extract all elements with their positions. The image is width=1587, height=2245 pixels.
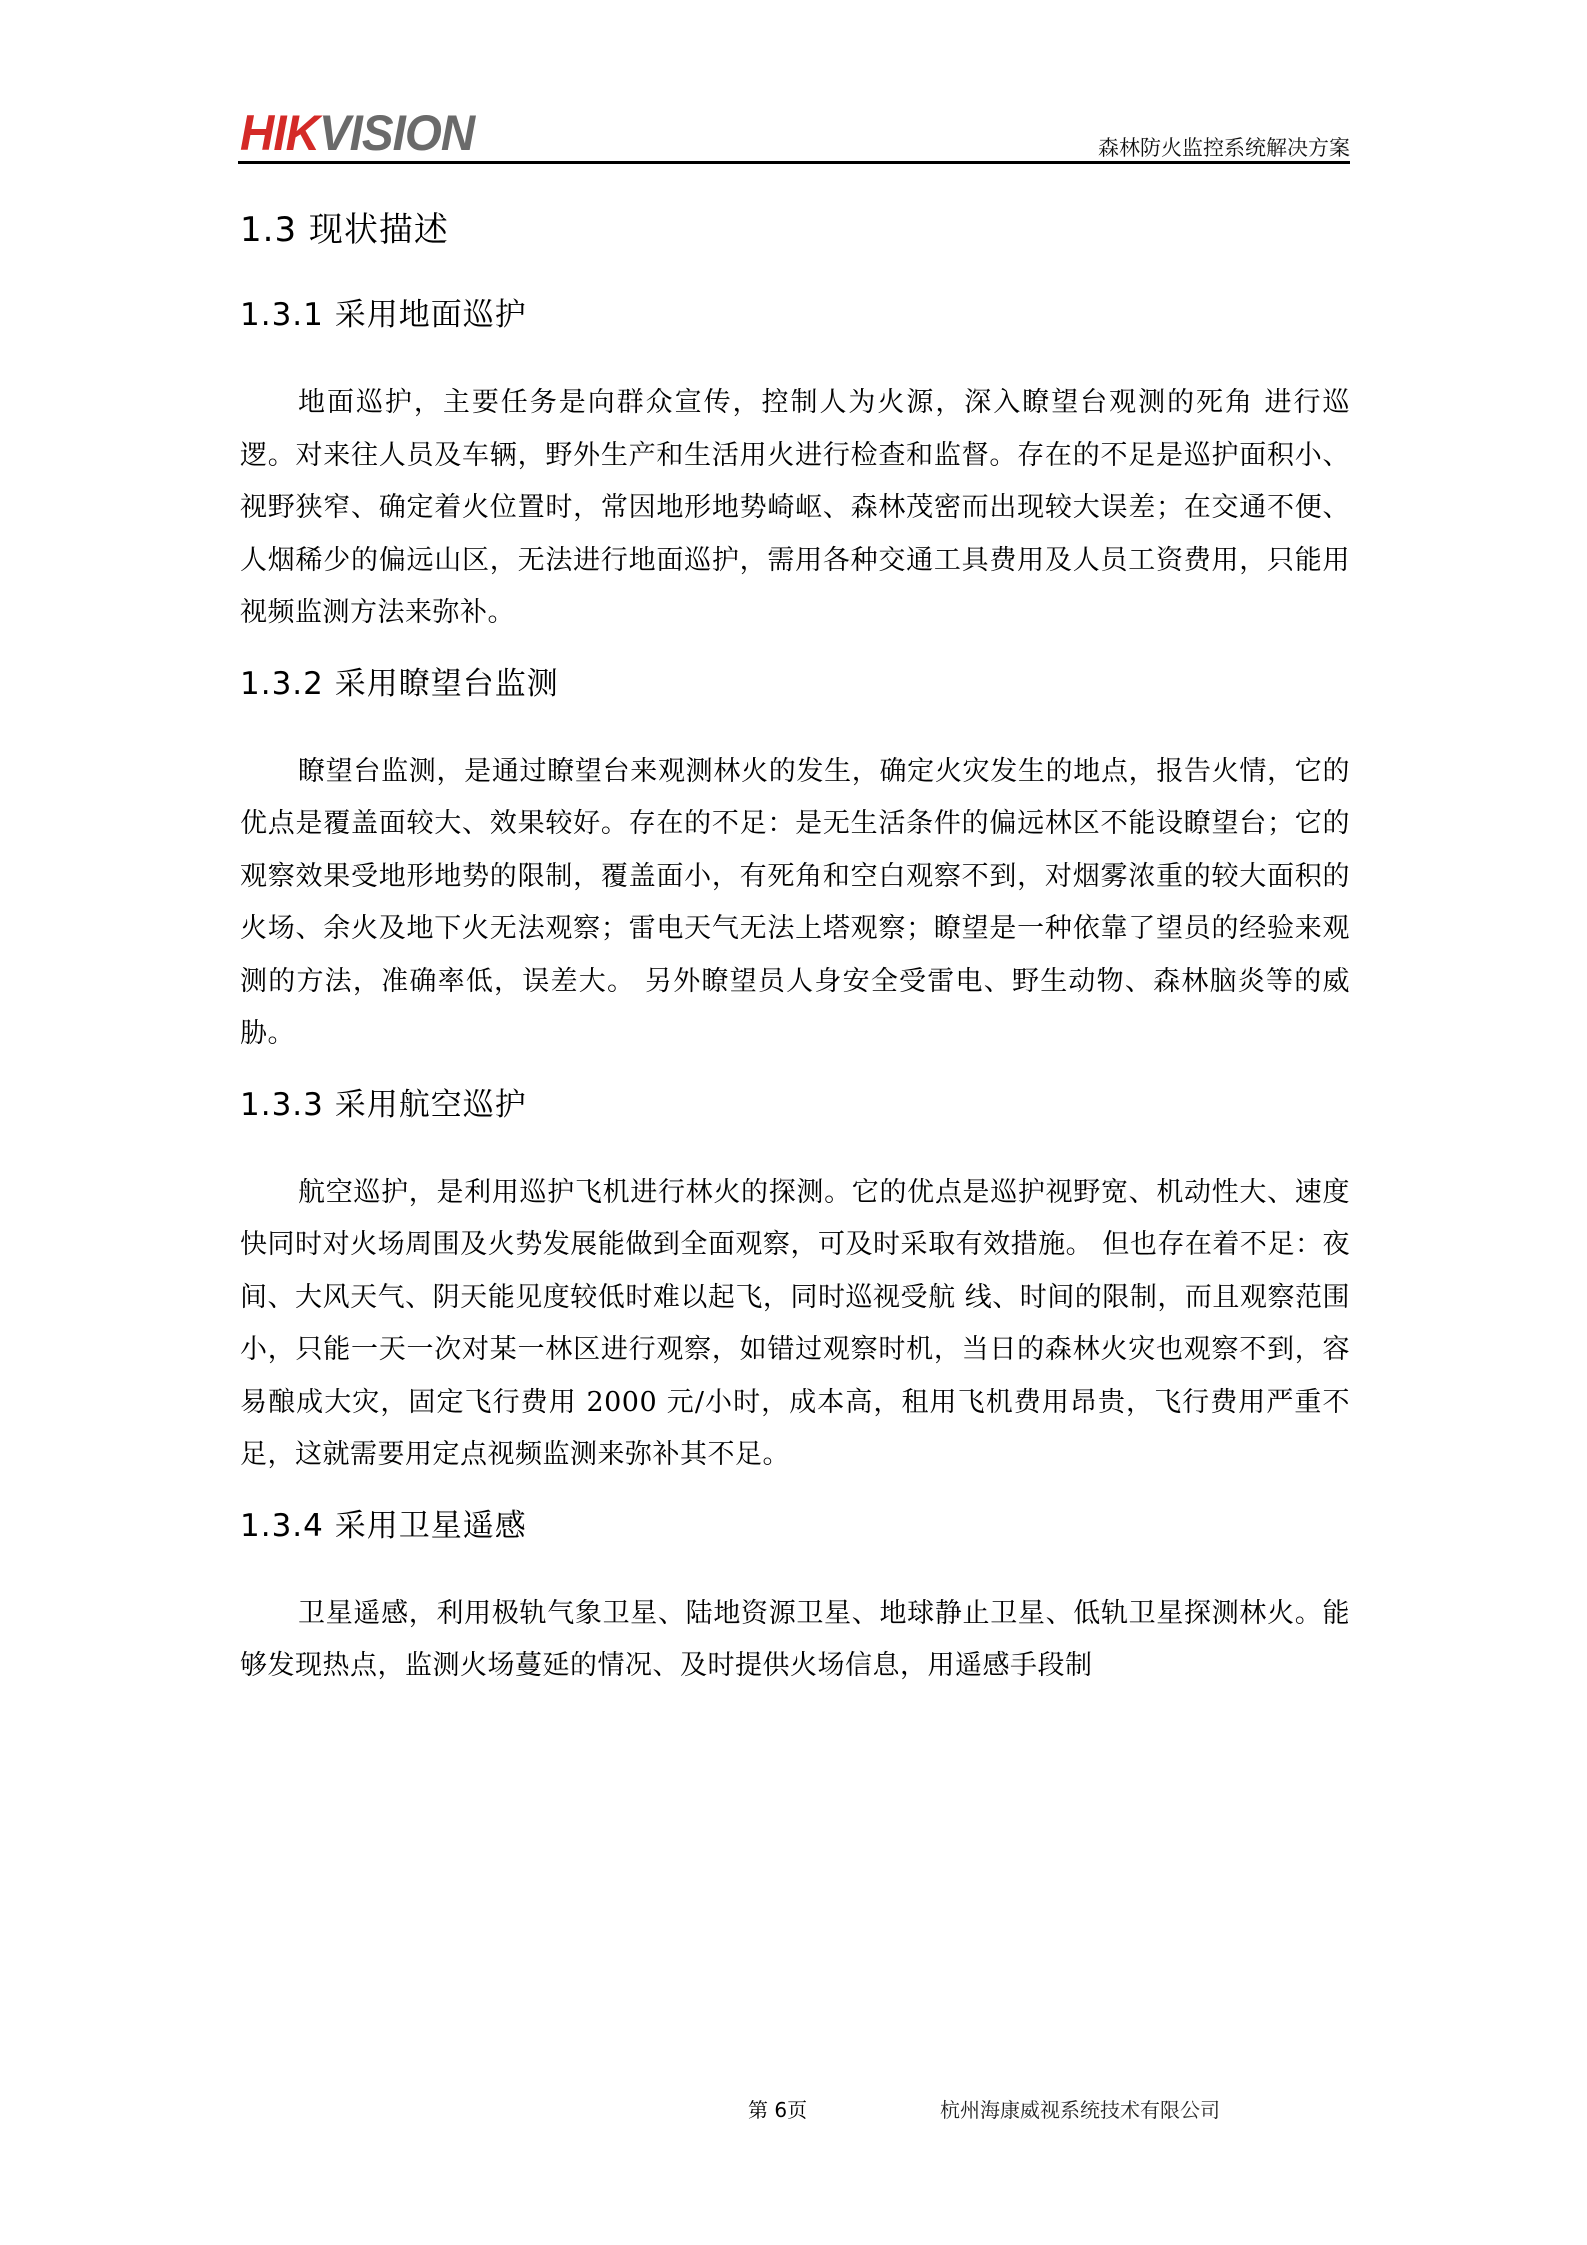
- subsection-aerial-patrol: [240, 1083, 1350, 1482]
- company-name: 杭州海康威视系统技术有限公司: [940, 2098, 1220, 2122]
- logo-vision-text: VISION: [318, 105, 475, 161]
- page-header: [238, 105, 1350, 161]
- page-number: 第 6页: [748, 2098, 808, 2122]
- page-footer: [0, 2094, 1587, 2124]
- subsection-heading: 1.3.1 采用地面巡护: [240, 297, 527, 333]
- subsection-heading: 1.3.4 采用卫星遥感: [240, 1507, 527, 1544]
- paragraph: 地面巡护，主要任务是向群众宣传，控制人为火源，深入瞭望台观测的死角 进行巡逻。对来往人员及车辆，野外生产和生活用火进行检查和监督。存在的不足是巡护面积小、视野狭窄、确定着火位置时，常因地形地势崎岖、森林茂密而出现较大误差；在交通不便、人烟稀少的偏远山区，无法进行地面巡护，需用各种交通工具费用及人员工资费用，只能用视频监测方法来弥补。: [240, 387, 1350, 628]
- hikvision-logo: [240, 105, 475, 161]
- section-heading: 1.3 现状描述: [240, 210, 449, 250]
- logo-hik-text: HIK: [240, 105, 319, 161]
- header-divider: [238, 161, 1350, 164]
- subsection-satellite-remote-sensing: [240, 1504, 1350, 1693]
- page-content: [240, 200, 1350, 1693]
- subsection-lookout-tower: [240, 662, 1350, 1061]
- subsection-ground-patrol: [240, 293, 1350, 640]
- subsection-heading: 1.3.2 采用瞭望台监测: [240, 665, 559, 702]
- paragraph: 航空巡护，是利用巡护飞机进行林火的探测。它的优点是巡护视野宽、机动性大、速度快同时对火场周围及火势发展能做到全面观察，可及时采取有效措施。 但也存在着不足：夜间、大风天气、阴天能见度较低时难以起飞，同时巡视受航 线、时间的限制，而且观察范围小，只能一天一次对某一林区进行观察，如错过观察时机，当日的森林火灾也观察不到，容易酿成大灾，固定飞行费用 2000 元/小时，成本高，租用飞机费用昂贵，飞行费用严重不足，这就需要用定点视频监测来弥补其不足。: [240, 1176, 1350, 1470]
- paragraph: 卫星遥感，利用极轨气象卫星、陆地资源卫星、地球静止卫星、低轨卫星探测林火。能够发现热点，监测火场蔓延的情况、及时提供火场信息，用遥感手段制: [240, 1597, 1350, 1681]
- subsection-heading: 1.3.3 采用航空巡护: [240, 1086, 527, 1123]
- document-title: 森林防火监控系统解决方案: [1098, 136, 1350, 160]
- paragraph: 瞭望台监测，是通过瞭望台来观测林火的发生，确定火灾发生的地点，报告火情，它的优点是覆盖面较大、效果较好。存在的不足：是无生活条件的偏远林区不能设瞭望台；它的观察效果受地形地势的限制，覆盖面小，有死角和空白观察不到，对烟雾浓重的较大面积的火场、余火及地下火无法观察；雷电天气无法上塔观察；瞭望是一种依靠了望员的经验来观测的方法，准确率低，误差大。 另外瞭望员人身安全受雷电、野生动物、森林脑炎等的威胁。: [240, 755, 1350, 1049]
